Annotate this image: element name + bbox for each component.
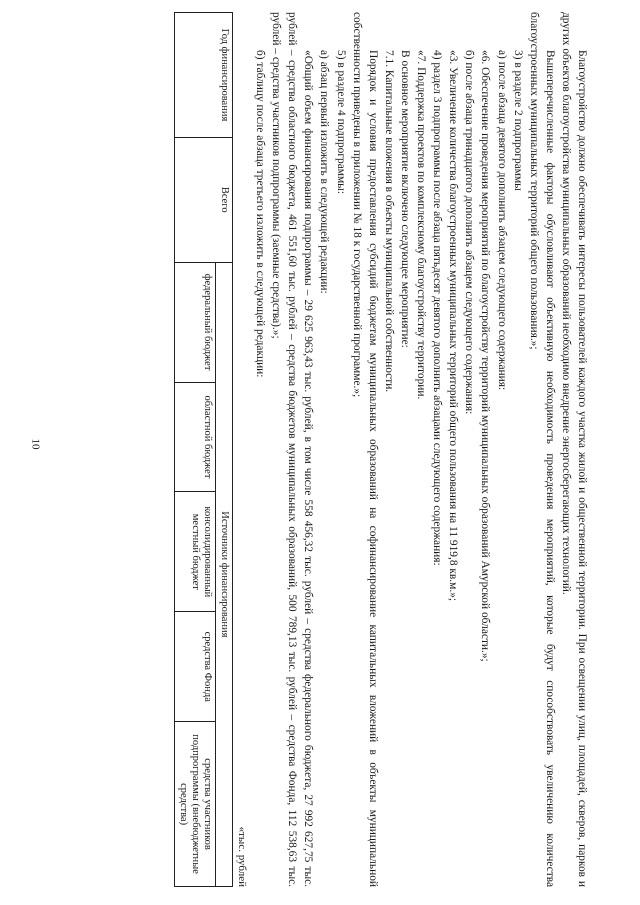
unit-label: «тыс. рублей [236,826,249,887]
paragraph: «6. Обеспечение проведения мероприятий по благоустройству территорий муниципальных образований Амурской области.»; [479,50,492,662]
paragraph: «7. Поддержка проектов по комплексному благоустройству территории. [415,50,428,400]
document-body [174,12,590,887]
header-participants: средства участников подпрограммы (внебюджетные средства) [174,722,215,887]
paragraph: «Общий объем финансирования подпрограммы – 29 625 963,43 тыс. рублей, в том числе 558 456,32 тыс. рублей – средства федерального бюджета, 27 992 627,75 тыс. рублей – средства областного бюджета, 461 551,60 тыс. рублей – средства бюджетов муниципальных образований, 500 789,13 тыс. рублей – средства Фонда, 112 538,63 тыс. рублей – средства участников подпрограммы (заемные средства).»; [270,12,315,887]
header-regional: областной бюджет [174,382,215,492]
page-number: 10 [29,438,42,450]
paragraph: 7.1. Капитальные вложения в объекты муниципальной собственности. [382,50,395,393]
header-total: Всего [174,137,232,262]
paragraph: б) таблицу после абзаца третьего изложить в следующей редакции: [254,50,267,378]
paragraph: а) после абзаца девятого дополнить абзацем следующего содержания: [495,50,508,391]
paragraph: 5) в разделе 4 подпрограммы: [334,50,347,194]
paragraph: а) абзац первый изложить в следующей редакции: [318,50,331,294]
header-local: консолидированный местный бюджет [174,492,215,612]
paragraph: Благоустройство должно обеспечивать интересы пользователей каждого участка жилой и общественной территории. При освещении улиц, площадей, скверов, парков и других объектов благоустройства муниципальных образований необходимо внедрение энергосберегающих технологий. [559,12,588,887]
header-federal: федеральный бюджет [174,262,215,382]
paragraph: «3. Увеличение количества благоустроенных муниципальных территорий общего пользования на 11 919,8 кв.м.»; [447,50,460,602]
rotated-document [0,12,590,887]
paragraph: Порядок и условия предоставления субсидий бюджетам муниципальных образований на софинансирование капитальных вложений в объекты муниципальной собственности приведены в приложении № 18 к государственной программе.»; [350,12,379,887]
header-year: Год финансирования [174,13,232,138]
paragraph: 3) в разделе 2 подпрограммы [511,50,524,191]
header-sources: Источники финансирования [215,262,232,886]
paragraph: 4) раздел 3 подпрограммы после абзаца пятьдесят девятого дополнить абзацами следующего содержания: [431,50,444,566]
table-header-row [215,13,232,887]
financing-table [174,12,233,887]
paragraph: В основное мероприятие включено следующее мероприятие: [398,50,411,348]
header-fund: средства Фонда [174,612,215,722]
paragraph: б) после абзаца тринадцатого дополнить абзацем следующего содержания: [463,50,476,415]
paragraph: Вышеперечисленные факторы обусловливают объективную необходимость проведения мероприятий, которые будут способствовать увеличению количества благоустроенных муниципальных территорий общего пользования.»; [527,12,556,887]
